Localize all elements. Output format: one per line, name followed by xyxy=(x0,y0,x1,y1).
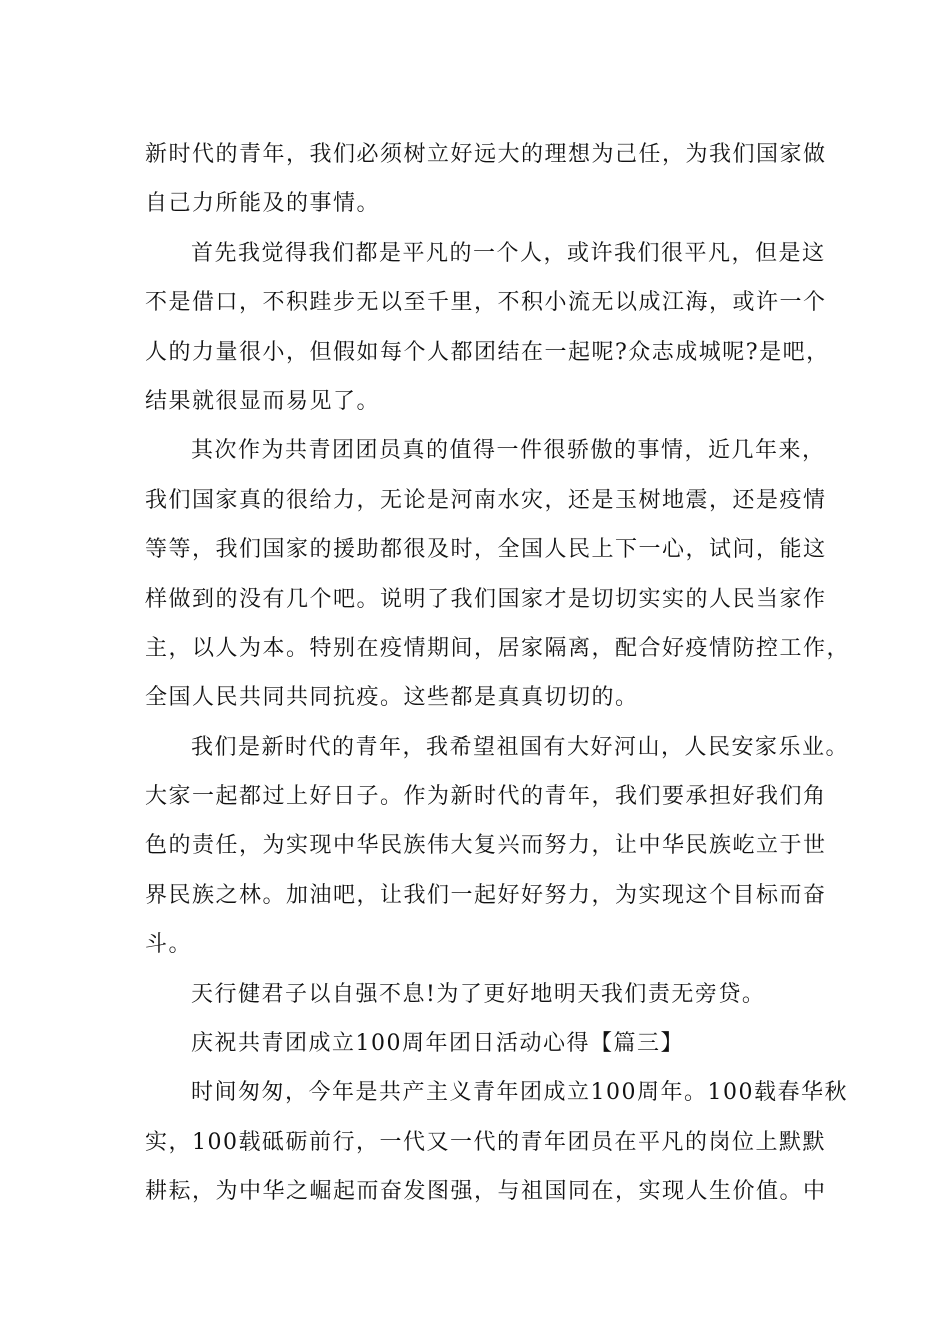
text-line: 自己力所能及的事情。 xyxy=(145,191,381,217)
text-line: 时间匆匆，今年是共产主义青年团成立100周年。100载春华秋 xyxy=(191,1080,848,1106)
text-line: 首先我觉得我们都是平凡的一个人，或许我们很平凡，但是这 xyxy=(191,240,826,266)
text-line: 庆祝共青团成立100周年团日活动心得【篇三】 xyxy=(191,1031,684,1057)
text-line: 样做到的没有几个吧。说明了我们国家才是切切实实的人民当家作 xyxy=(145,586,827,612)
text-line: 大家一起都过上好日子。作为新时代的青年，我们要承担好我们角 xyxy=(145,784,827,810)
text-line: 其次作为共青团团员真的值得一件很骄傲的事情，近几年来， xyxy=(191,438,826,464)
text-line: 不是借口，不积跬步无以至千里，不积小流无以成江海，或许一个 xyxy=(145,290,827,316)
text-line: 主，以人为本。特别在疫情期间，居家隔离，配合好疫情防控工作， xyxy=(145,635,851,661)
text-line: 天行健君子以自强不息!为了更好地明天我们责无旁贷。 xyxy=(191,981,766,1007)
text-line: 斗。 xyxy=(145,932,193,958)
text-line: 界民族之林。加油吧，让我们一起好好努力，为实现这个目标而奋 xyxy=(145,882,827,908)
text-line: 我们是新时代的青年，我希望祖国有大好河山，人民安家乐业。 xyxy=(191,734,850,760)
text-line: 耕耘，为中华之崛起而奋发图强，与祖国同在，实现人生价值。中 xyxy=(145,1179,827,1205)
document-body xyxy=(145,130,851,1217)
text-line: 实，100载砥砺前行，一代又一代的青年团员在平凡的岗位上默默 xyxy=(145,1129,826,1155)
text-line: 结果就很显而易见了。 xyxy=(145,388,381,414)
text-line: 等等，我们国家的援助都很及时，全国人民上下一心，试问，能这 xyxy=(145,537,827,563)
text-line: 全国人民共同共同抗疫。这些都是真真切切的。 xyxy=(145,685,639,711)
text-line: 我们国家真的很给力，无论是河南水灾，还是玉树地震，还是疫情 xyxy=(145,487,827,513)
text-line: 新时代的青年，我们必须树立好远大的理想为己任，为我们国家做 xyxy=(145,142,827,167)
text-line: 人的力量很小，但假如每个人都团结在一起呢?众志成城呢?是吧， xyxy=(145,339,830,365)
text-line: 色的责任，为实现中华民族伟大复兴而努力，让中华民族屹立于世 xyxy=(145,833,827,859)
